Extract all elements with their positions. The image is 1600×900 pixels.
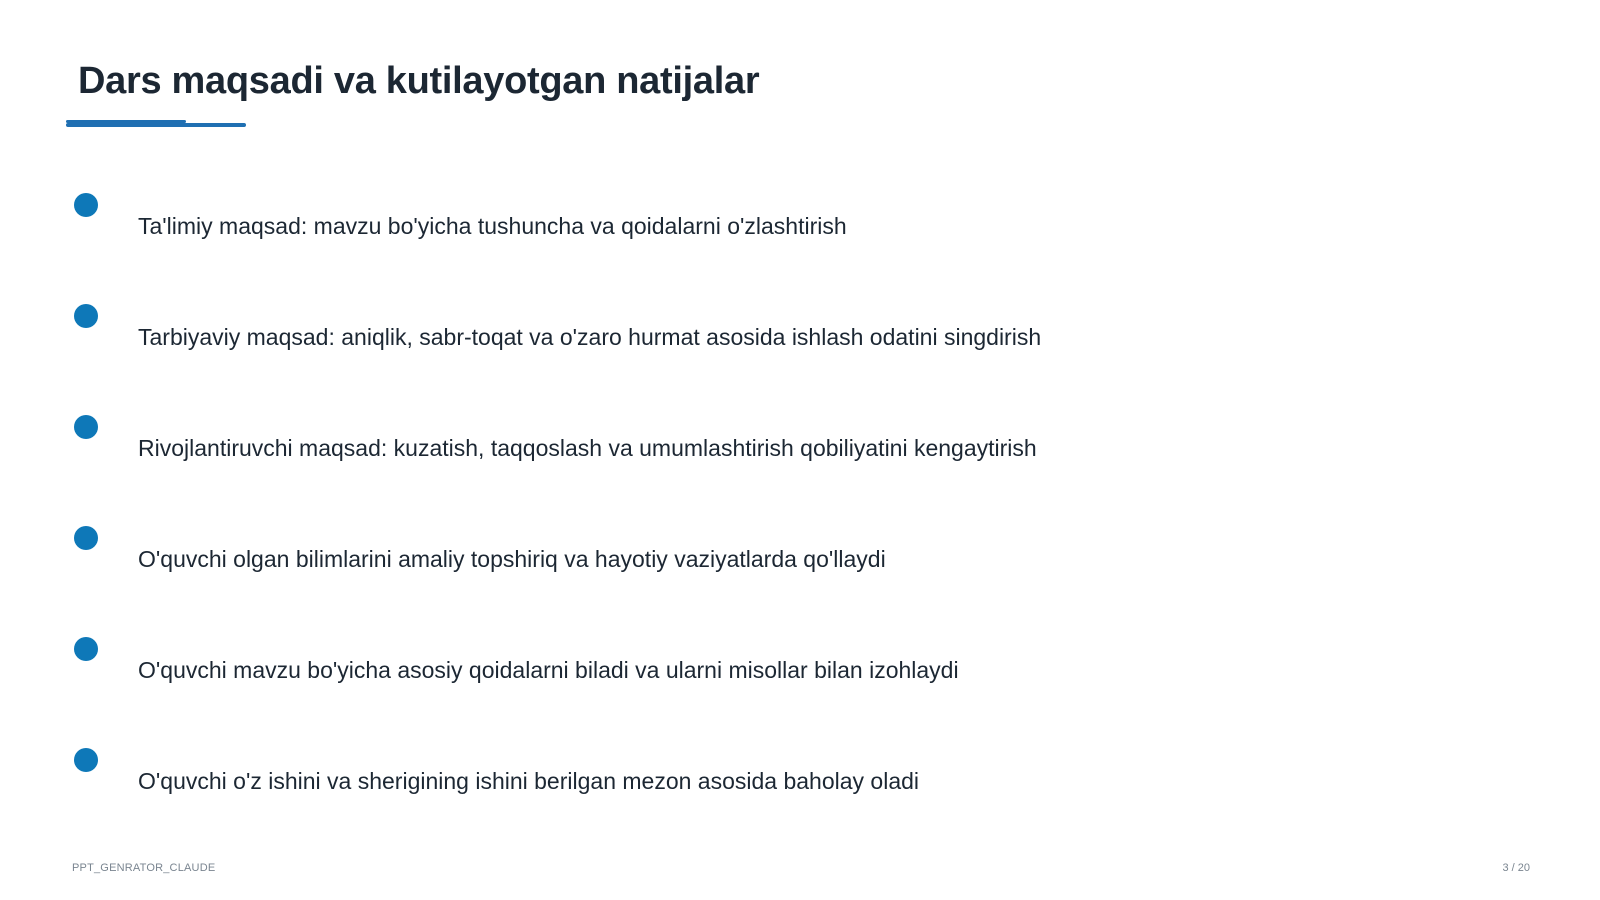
bullet-item xyxy=(0,304,1300,384)
bullet-dot-icon xyxy=(74,526,98,550)
title-underline xyxy=(66,123,246,127)
bullet-text: O'quvchi mavzu bo'yicha asosiy qoidalarni biladi va ularni misollar bilan izohlaydi xyxy=(138,657,959,683)
bullet-dot-icon xyxy=(74,637,98,661)
bullet-dot-icon xyxy=(74,193,98,217)
bullet-text: Tarbiyaviy maqsad: aniqlik, sabr-toqat va o'zaro hurmat asosida ishlash odatini singdirish xyxy=(138,324,1042,350)
bullet-dot-icon xyxy=(74,304,98,328)
bullet-text: Rivojlantiruvchi maqsad: kuzatish, taqqoslash va umumlashtirish qobiliyatini kengaytirish xyxy=(138,435,1037,461)
bullet-item xyxy=(0,193,1300,273)
footer-source-label: PPT_GENRATOR_CLAUDE xyxy=(72,862,216,874)
bullet-text: O'quvchi o'z ishini va sherigining ishini berilgan mezon asosida baholay oladi xyxy=(138,768,920,794)
bullet-item xyxy=(0,748,1300,828)
page-indicator: 3 / 20 xyxy=(1502,862,1530,874)
bullet-item xyxy=(0,415,1300,495)
bullet-item xyxy=(0,526,1300,606)
title-underline-accent xyxy=(66,120,186,123)
bullet-text: Ta'limiy maqsad: mavzu bo'yicha tushuncha va qoidalarni o'zlashtirish xyxy=(138,213,847,239)
bullet-text: O'quvchi olgan bilimlarini amaliy topshiriq va hayotiy vaziyatlarda qo'llaydi xyxy=(138,546,886,572)
bullet-dot-icon xyxy=(74,415,98,439)
bullet-dot-icon xyxy=(74,748,98,772)
bullet-item xyxy=(0,637,1300,717)
slide-title: Dars maqsadi va kutilayotgan natijalar xyxy=(78,60,760,102)
